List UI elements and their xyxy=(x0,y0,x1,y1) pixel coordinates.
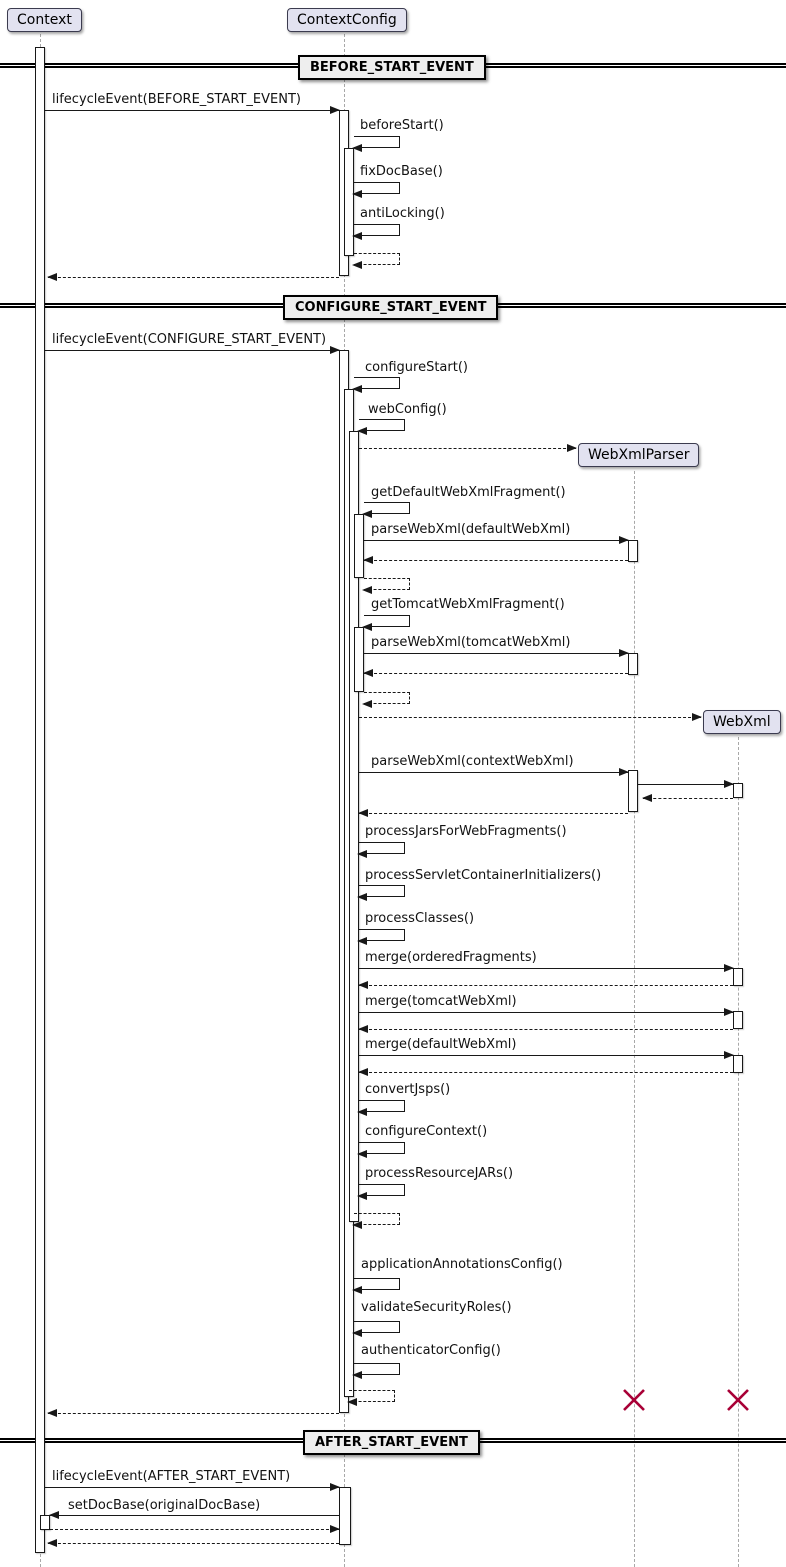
message-arrow-merge-ordered xyxy=(359,968,733,969)
arrowhead-left-icon xyxy=(358,809,368,817)
arrowhead-left-icon xyxy=(352,1286,362,1294)
self-message-application-annotations xyxy=(354,1278,400,1290)
self-return-configure xyxy=(349,1390,395,1402)
self-message-fix-doc-base xyxy=(354,182,400,194)
return-arrow-set-doc-base xyxy=(50,1529,339,1530)
activation-contextconfig-getdefaultfragment xyxy=(354,514,364,578)
message-arrow-merge-tomcat xyxy=(359,1012,733,1013)
message-label-process-resource-jars: processResourceJARs() xyxy=(365,1166,514,1181)
arrowhead-right-icon xyxy=(619,768,629,776)
self-return-before xyxy=(354,253,400,265)
arrowhead-left-icon xyxy=(362,700,372,708)
arrowhead-right-icon xyxy=(330,346,340,354)
message-arrow-parser-to-webxml xyxy=(638,784,733,785)
arrowhead-right-icon xyxy=(692,713,702,721)
participant-web-xml-parser: WebXmlParser xyxy=(578,443,699,467)
self-message-before-start xyxy=(354,136,400,148)
create-arrow-web-xml-parser xyxy=(359,448,576,449)
arrowhead-left-icon xyxy=(347,1398,357,1406)
self-message-configure-context xyxy=(359,1142,405,1154)
activation-contextconfig-gettomcatfragment xyxy=(354,627,364,692)
self-message-web-config xyxy=(359,419,405,431)
arrowhead-left-icon xyxy=(362,586,372,594)
return-arrow-parse-context xyxy=(359,813,628,814)
arrowhead-left-icon xyxy=(357,1192,367,1200)
activation-webxml-merge2 xyxy=(733,1011,743,1029)
message-label-validate-security-roles: validateSecurityRoles() xyxy=(361,1300,512,1315)
arrowhead-right-icon xyxy=(724,1008,734,1016)
activation-webxmlparser-default xyxy=(628,540,638,562)
message-label-process-classes: processClasses() xyxy=(365,911,475,926)
arrowhead-left-icon xyxy=(352,232,362,240)
message-label-process-sci: processServletContainerInitializers() xyxy=(365,868,602,883)
return-arrow-merge-ordered xyxy=(359,985,733,986)
self-return-web-config xyxy=(354,1213,400,1225)
return-arrow-parse-tomcat xyxy=(364,673,628,674)
destroy-icon xyxy=(725,1387,751,1413)
message-label-parse-default: parseWebXml(defaultWebXml) xyxy=(371,522,571,537)
arrowhead-left-icon xyxy=(357,1108,367,1116)
self-message-get-tomcat-fragment xyxy=(364,615,410,627)
arrowhead-left-icon xyxy=(362,510,372,518)
arrowhead-right-icon xyxy=(330,106,340,114)
return-arrow-merge-tomcat xyxy=(359,1029,733,1030)
arrowhead-right-icon xyxy=(724,780,734,788)
arrowhead-left-icon xyxy=(642,794,652,802)
message-label-merge-tomcat: merge(tomcatWebXml) xyxy=(365,994,517,1009)
arrowhead-left-icon xyxy=(358,1068,368,1076)
participant-context-config: ContextConfig xyxy=(287,8,407,32)
message-label-fix-doc-base: fixDocBase() xyxy=(360,164,443,179)
activation-webxmlparser-tomcat xyxy=(628,653,638,675)
message-arrow-parse-default xyxy=(364,540,628,541)
arrowhead-left-icon xyxy=(352,144,362,152)
message-label-process-jars: processJarsForWebFragments() xyxy=(365,824,567,839)
arrowhead-left-icon xyxy=(358,981,368,989)
message-label-get-default-fragment: getDefaultWebXmlFragment() xyxy=(371,485,566,500)
return-arrow-lifecycle-configure xyxy=(48,1413,339,1414)
message-label-configure-context: configureContext() xyxy=(365,1124,488,1139)
arrowhead-left-icon xyxy=(362,623,372,631)
arrowhead-right-icon xyxy=(567,444,577,452)
self-message-process-classes xyxy=(359,929,405,941)
self-message-process-sci xyxy=(359,885,405,897)
arrowhead-left-icon xyxy=(358,1025,368,1033)
message-arrow-lifecycle-configure xyxy=(45,350,339,351)
arrowhead-left-icon xyxy=(357,893,367,901)
arrowhead-right-icon xyxy=(330,1483,340,1491)
message-label-lifecycle-before: lifecycleEvent(BEFORE_START_EVENT) xyxy=(52,92,301,107)
message-arrow-lifecycle-after xyxy=(45,1487,339,1488)
self-message-authenticator-config xyxy=(354,1363,400,1375)
message-arrow-parse-context xyxy=(359,772,628,773)
message-label-application-annotations: applicationAnnotationsConfig() xyxy=(361,1257,563,1272)
arrowhead-right-icon xyxy=(724,964,734,972)
message-label-convert-jsps: convertJsps() xyxy=(365,1082,451,1097)
arrowhead-left-icon xyxy=(352,1221,362,1229)
participant-context: Context xyxy=(7,8,82,32)
message-label-get-tomcat-fragment: getTomcatWebXmlFragment() xyxy=(371,597,565,612)
message-label-merge-default: merge(defaultWebXml) xyxy=(365,1037,517,1052)
arrowhead-left-icon xyxy=(47,1539,57,1547)
message-label-authenticator-config: authenticatorConfig() xyxy=(361,1343,501,1358)
create-arrow-web-xml xyxy=(359,717,701,718)
activation-webxml-merge1 xyxy=(733,968,743,986)
self-message-configure-start xyxy=(354,377,400,389)
arrowhead-left-icon xyxy=(363,669,373,677)
arrowhead-right-icon xyxy=(619,649,629,657)
participant-web-xml: WebXml xyxy=(703,710,781,734)
return-arrow-parse-default xyxy=(364,560,628,561)
destroy-icon xyxy=(621,1387,647,1413)
arrowhead-left-icon xyxy=(49,1511,59,1519)
activation-context xyxy=(35,47,45,1553)
self-message-validate-security-roles xyxy=(354,1321,400,1333)
message-arrow-lifecycle-before xyxy=(45,110,339,111)
activation-webxmlparser-context xyxy=(628,770,638,812)
arrowhead-left-icon xyxy=(357,1150,367,1158)
arrowhead-left-icon xyxy=(47,1409,57,1417)
self-message-convert-jsps xyxy=(359,1100,405,1112)
message-arrow-merge-default xyxy=(359,1055,733,1056)
self-return-get-default-fragment xyxy=(364,578,410,590)
return-arrow-lifecycle-after xyxy=(48,1543,339,1544)
self-message-process-jars xyxy=(359,842,405,854)
message-label-configure-start: configureStart() xyxy=(365,360,468,375)
arrowhead-left-icon xyxy=(352,1329,362,1337)
activation-webxml-parse xyxy=(733,783,743,798)
message-arrow-parse-tomcat xyxy=(364,653,628,654)
message-label-lifecycle-after: lifecycleEvent(AFTER_START_EVENT) xyxy=(52,1469,291,1484)
arrowhead-left-icon xyxy=(352,1371,362,1379)
divider-label-before-start: BEFORE_START_EVENT xyxy=(298,55,486,80)
message-label-merge-ordered: merge(orderedFragments) xyxy=(365,950,537,965)
activation-webxml-merge3 xyxy=(733,1055,743,1073)
arrowhead-left-icon xyxy=(357,427,367,435)
arrowhead-left-icon xyxy=(363,556,373,564)
self-message-anti-locking xyxy=(354,224,400,236)
activation-contextconfig-after xyxy=(339,1487,351,1545)
return-arrow-lifecycle-before xyxy=(48,277,339,278)
self-message-process-resource-jars xyxy=(359,1184,405,1196)
arrowhead-right-icon xyxy=(330,1525,340,1533)
message-label-set-doc-base: setDocBase(originalDocBase) xyxy=(68,1498,261,1513)
arrowhead-left-icon xyxy=(352,261,362,269)
arrowhead-right-icon xyxy=(619,536,629,544)
arrowhead-left-icon xyxy=(357,850,367,858)
return-arrow-webxml-to-parser xyxy=(643,798,733,799)
arrowhead-left-icon xyxy=(357,937,367,945)
arrowhead-right-icon xyxy=(724,1051,734,1059)
message-label-before-start: beforeStart() xyxy=(360,118,444,133)
arrowhead-left-icon xyxy=(352,190,362,198)
message-label-parse-tomcat: parseWebXml(tomcatWebXml) xyxy=(371,635,571,650)
self-message-get-default-fragment xyxy=(364,502,410,514)
message-arrow-set-doc-base xyxy=(50,1515,339,1516)
message-label-web-config: webConfig() xyxy=(368,402,447,417)
message-label-anti-locking: antiLocking() xyxy=(360,206,445,221)
return-arrow-merge-default xyxy=(359,1072,733,1073)
divider-label-configure-start: CONFIGURE_START_EVENT xyxy=(283,295,498,320)
divider-label-after-start: AFTER_START_EVENT xyxy=(303,1430,480,1455)
arrowhead-left-icon xyxy=(47,273,57,281)
arrowhead-left-icon xyxy=(352,385,362,393)
message-label-parse-context: parseWebXml(contextWebXml) xyxy=(371,754,574,769)
message-label-lifecycle-configure: lifecycleEvent(CONFIGURE_START_EVENT) xyxy=(52,332,327,347)
self-return-get-tomcat-fragment xyxy=(364,692,410,704)
